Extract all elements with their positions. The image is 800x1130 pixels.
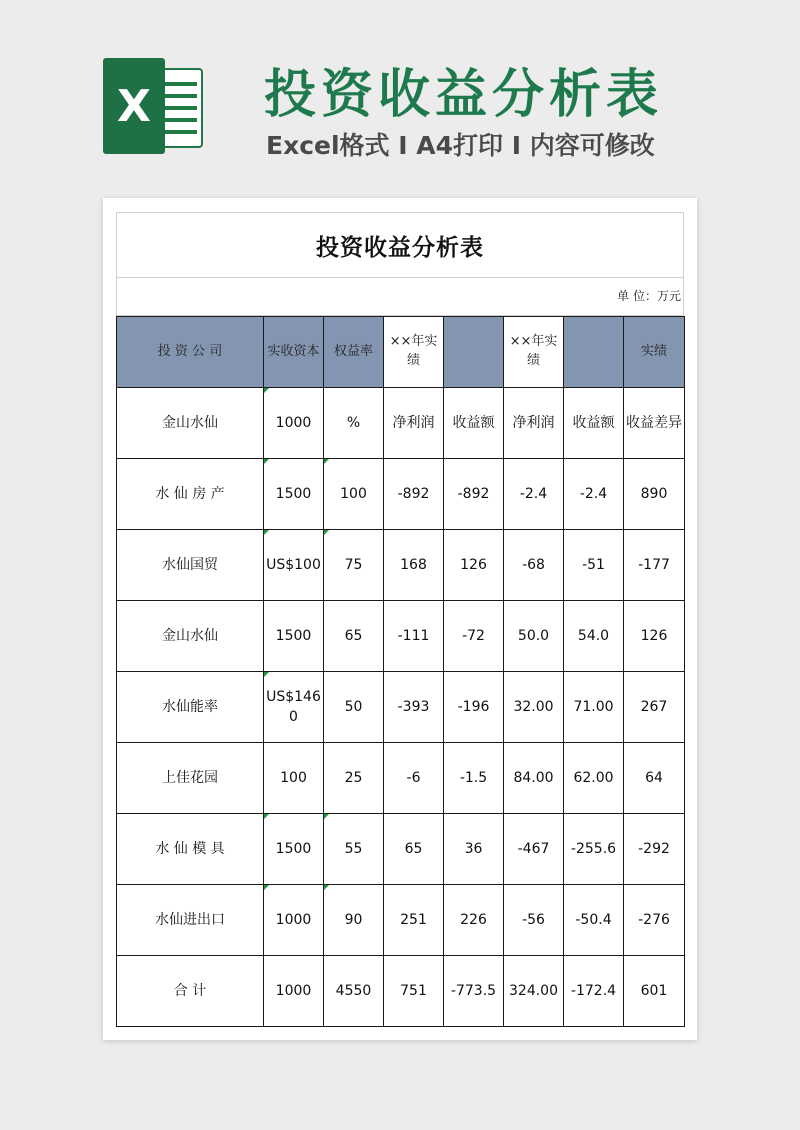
table-cell: 50.0 <box>504 601 564 672</box>
header-cell: ××年实绩 <box>504 317 564 388</box>
table-cell: -773.5 <box>444 956 504 1027</box>
table-cell: 32.00 <box>504 672 564 743</box>
document-sheet <box>103 198 697 1040</box>
table-row <box>117 743 685 814</box>
table-cell: 50 <box>324 672 384 743</box>
table-cell: -196 <box>444 672 504 743</box>
table-cell: US$100 <box>264 530 324 601</box>
table-cell: 75 <box>324 530 384 601</box>
total-row <box>117 956 685 1027</box>
cell-marker-icon <box>324 885 329 890</box>
cell-marker-icon <box>264 530 269 535</box>
cell-marker-icon <box>324 459 329 464</box>
table-cell: 100 <box>324 459 384 530</box>
cell-marker-icon <box>264 388 269 393</box>
header-cell: 实绩 <box>624 317 685 388</box>
table-cell: 90 <box>324 885 384 956</box>
table-cell: 水 仙 房 产 <box>117 459 264 530</box>
header-cell: 权益率 <box>324 317 384 388</box>
table-cell: -111 <box>384 601 444 672</box>
table-cell: 1500 <box>264 459 324 530</box>
header-cell: ××年实绩 <box>384 317 444 388</box>
table-cell: 324.00 <box>504 956 564 1027</box>
table-cell: 84.00 <box>504 743 564 814</box>
table-cell: -56 <box>504 885 564 956</box>
table-cell: -393 <box>384 672 444 743</box>
cell-marker-icon <box>264 459 269 464</box>
table-row <box>117 459 685 530</box>
header-cell <box>564 317 624 388</box>
unit-label: 单 位：万元 <box>116 278 684 316</box>
table-cell: 金山水仙 <box>117 601 264 672</box>
cell-marker-icon <box>264 814 269 819</box>
table-cell: 1500 <box>264 814 324 885</box>
table-cell: -50.4 <box>564 885 624 956</box>
table-cell: % <box>324 388 384 459</box>
table-cell: 267 <box>624 672 685 743</box>
table-cell: 1500 <box>264 601 324 672</box>
header-cell: 投 资 公 司 <box>117 317 264 388</box>
table-cell: 64 <box>624 743 685 814</box>
table-cell: -177 <box>624 530 685 601</box>
table-cell: -892 <box>384 459 444 530</box>
table-cell: 净利润 <box>384 388 444 459</box>
table-cell: 62.00 <box>564 743 624 814</box>
table-cell: 合 计 <box>117 956 264 1027</box>
table-cell: 65 <box>324 601 384 672</box>
table-cell: -255.6 <box>564 814 624 885</box>
cell-marker-icon <box>324 814 329 819</box>
table-cell: 55 <box>324 814 384 885</box>
table-cell: 1000 <box>264 388 324 459</box>
table-cell: US$1460 <box>264 672 324 743</box>
table-cell: -467 <box>504 814 564 885</box>
table-cell: 上佳花园 <box>117 743 264 814</box>
page-title: 投资收益分析表 <box>264 65 664 125</box>
table-cell: 净利润 <box>504 388 564 459</box>
table-cell: -292 <box>624 814 685 885</box>
table-cell: -172.4 <box>564 956 624 1027</box>
table-cell: 126 <box>624 601 685 672</box>
table-cell: 金山水仙 <box>117 388 264 459</box>
table-cell: 收益差异 <box>624 388 685 459</box>
table-row <box>117 601 685 672</box>
table-cell: 100 <box>264 743 324 814</box>
table-cell: 1000 <box>264 885 324 956</box>
table-cell: 890 <box>624 459 685 530</box>
table-cell: -72 <box>444 601 504 672</box>
table-cell: -276 <box>624 885 685 956</box>
subheader-row <box>117 388 685 459</box>
table-cell: 251 <box>384 885 444 956</box>
table-cell: 水仙能率 <box>117 672 264 743</box>
table-row <box>117 672 685 743</box>
table-cell: 65 <box>384 814 444 885</box>
cell-marker-icon <box>264 672 269 677</box>
logo-letter: X <box>103 58 165 154</box>
table-cell: 36 <box>444 814 504 885</box>
table-cell: 54.0 <box>564 601 624 672</box>
sheet-title: 投资收益分析表 <box>116 212 684 278</box>
table-cell: 水仙进出口 <box>117 885 264 956</box>
table-cell: 226 <box>444 885 504 956</box>
table-row <box>117 885 685 956</box>
cell-marker-icon <box>324 530 329 535</box>
table-cell: 71.00 <box>564 672 624 743</box>
table-cell: 601 <box>624 956 685 1027</box>
table-cell: -6 <box>384 743 444 814</box>
table-cell: -2.4 <box>504 459 564 530</box>
table-cell: -2.4 <box>564 459 624 530</box>
table-cell: 水 仙 模 具 <box>117 814 264 885</box>
table-cell: 168 <box>384 530 444 601</box>
table-cell: -68 <box>504 530 564 601</box>
table-row <box>117 530 685 601</box>
header-cell <box>444 317 504 388</box>
table-cell: 1000 <box>264 956 324 1027</box>
table-cell: 收益额 <box>444 388 504 459</box>
table-cell: 收益额 <box>564 388 624 459</box>
cell-marker-icon <box>264 885 269 890</box>
table-cell: 751 <box>384 956 444 1027</box>
data-table <box>116 316 685 1027</box>
table-row <box>117 814 685 885</box>
table-cell: 126 <box>444 530 504 601</box>
table-cell: -892 <box>444 459 504 530</box>
table-cell: -51 <box>564 530 624 601</box>
header-cell: 实收资本 <box>264 317 324 388</box>
table-cell: 4550 <box>324 956 384 1027</box>
table-cell: 25 <box>324 743 384 814</box>
header-row <box>117 317 685 388</box>
table-cell: -1.5 <box>444 743 504 814</box>
page-subtitle: Excel格式 I A4打印 I 内容可修改 <box>266 131 655 160</box>
table-cell: 水仙国贸 <box>117 530 264 601</box>
excel-logo-icon <box>103 58 203 154</box>
